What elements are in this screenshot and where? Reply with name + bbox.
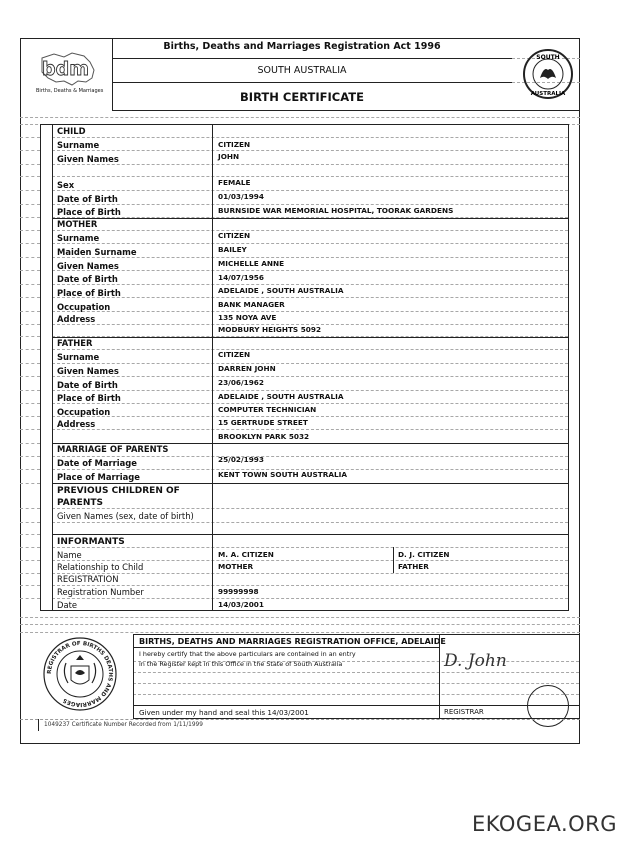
dashed-rule bbox=[20, 311, 40, 312]
watermark: EKOGEA.ORG bbox=[472, 812, 617, 836]
mother-surname: CITIZEN bbox=[218, 231, 251, 240]
value-right-border bbox=[568, 124, 569, 611]
state-seal bbox=[522, 48, 574, 100]
previous-children-given-label: Given Names (sex, date of birth) bbox=[57, 511, 194, 521]
given-under-hand: Given under my hand and seal this 14/03/2001 bbox=[139, 708, 309, 717]
child-dob-label: Date of Birth bbox=[57, 194, 118, 204]
section-separator bbox=[52, 483, 568, 484]
dashed-rule bbox=[20, 534, 40, 535]
registrar-signature: D. John bbox=[444, 651, 507, 671]
certify-line-2: in the Register kept in this Office in the State of South Australia bbox=[139, 660, 343, 668]
dashed-rule bbox=[20, 230, 40, 231]
child-surname-label: Surname bbox=[57, 140, 100, 150]
dashed-rule bbox=[20, 469, 40, 470]
father-section-title: FATHER bbox=[57, 338, 93, 348]
registrar-seal-icon bbox=[42, 636, 118, 712]
marriage-date: 25/02/1993 bbox=[218, 455, 264, 464]
mother-date-of-birth: 14/07/1956 bbox=[218, 273, 264, 282]
registration-date-label: Date bbox=[57, 600, 78, 610]
dashed-rule bbox=[20, 390, 40, 391]
dashed-rule bbox=[20, 270, 40, 271]
informants-title: INFORMANTS bbox=[57, 537, 125, 547]
registrar-office-seal bbox=[42, 636, 118, 712]
svg-text:REGISTRAR OF BIRTHS DEATHS AND: REGISTRAR OF BIRTHS DEATHS AND MARRIAGES bbox=[46, 640, 114, 708]
informant-relationship-1: MOTHER bbox=[218, 562, 254, 571]
informant-relationship-2: FATHER bbox=[398, 562, 429, 571]
certify-line-1: I hereby certify that the above particulars are contained in an entry bbox=[139, 650, 356, 658]
father-place-of-birth: ADELAIDE , SOUTH AUSTRALIA bbox=[218, 392, 344, 401]
dashed-rule bbox=[20, 217, 40, 218]
dashed-rule bbox=[20, 443, 40, 444]
child-place-of-birth: BURNSIDE WAR MEMORIAL HOSPITAL, TOORAK GARDENS bbox=[218, 206, 454, 215]
label-column-divider bbox=[52, 124, 53, 611]
header-divider bbox=[112, 82, 512, 83]
seal-stamp-circle bbox=[527, 685, 569, 727]
svg-text:bdm: bdm bbox=[42, 58, 89, 80]
dashed-rule bbox=[20, 336, 40, 337]
certificate-number-note: 1049237 Certificate Number Recorded from 1/11/1999 bbox=[44, 722, 203, 728]
dashed-rule bbox=[20, 164, 40, 165]
section-separator bbox=[52, 218, 568, 219]
registration-office-title: BIRTHS, DEATHS AND MARRIAGES REGISTRATION OFFICE, ADELAIDE bbox=[139, 637, 446, 646]
father-dob-label: Date of Birth bbox=[57, 380, 118, 390]
dashed-rule bbox=[20, 522, 40, 523]
father-occupation-label: Occupation bbox=[57, 407, 111, 417]
informant-column-divider bbox=[393, 547, 394, 573]
dashed-rule bbox=[20, 429, 40, 430]
mother-given-names: MICHELLE ANNE bbox=[218, 259, 285, 268]
mother-address-line2: MODBURY HEIGHTS 5092 bbox=[218, 325, 322, 334]
father-address-label: Address bbox=[57, 419, 96, 429]
mother-section-title: MOTHER bbox=[57, 219, 98, 229]
certificate-title: BIRTH CERTIFICATE bbox=[240, 90, 364, 104]
father-pob-label: Place of Birth bbox=[57, 393, 121, 403]
logo-caption: Births, Deaths & Marriages bbox=[36, 88, 104, 94]
informant-name-label: Name bbox=[57, 550, 82, 560]
mother-place-of-birth: ADELAIDE , SOUTH AUSTRALIA bbox=[218, 286, 344, 295]
informant-relationship-label: Relationship to Child bbox=[57, 562, 144, 572]
previous-children-title: PREVIOUS CHILDREN OF bbox=[57, 486, 180, 496]
dashed-rule bbox=[20, 349, 40, 350]
mother-maiden-label: Maiden Surname bbox=[57, 247, 137, 257]
dashed-rule bbox=[20, 324, 40, 325]
registration-title: REGISTRATION bbox=[57, 574, 119, 584]
dashed-rule bbox=[20, 297, 40, 298]
father-surname: CITIZEN bbox=[218, 350, 251, 359]
dashed-rule bbox=[20, 456, 40, 457]
dashed-rule bbox=[20, 624, 580, 625]
mother-pob-label: Place of Birth bbox=[57, 288, 121, 298]
state-title: SOUTH AUSTRALIA bbox=[257, 65, 347, 76]
marriage-place: KENT TOWN SOUTH AUSTRALIA bbox=[218, 470, 348, 479]
dashed-rule bbox=[20, 257, 40, 258]
marriage-place-label: Place of Marriage bbox=[57, 472, 140, 482]
registration-number-label: Registration Number bbox=[57, 587, 144, 597]
marriage-date-label: Date of Marriage bbox=[57, 458, 137, 468]
father-address-line1: 15 GERTRUDE STREET bbox=[218, 418, 308, 427]
svg-text:SOUTH: SOUTH bbox=[536, 54, 560, 61]
child-sex-label: Sex bbox=[57, 180, 75, 190]
dashed-rule bbox=[20, 117, 580, 118]
dashed-rule bbox=[20, 508, 40, 509]
header-divider bbox=[112, 58, 512, 59]
given-under-divider bbox=[133, 705, 579, 706]
marriage-section-title: MARRIAGE OF PARENTS bbox=[57, 444, 169, 454]
child-section-title: CHILD bbox=[57, 126, 86, 136]
informant-name-2: D. J. CITIZEN bbox=[398, 550, 450, 559]
father-occupation: COMPUTER TECHNICIAN bbox=[218, 405, 317, 414]
dashed-rule bbox=[20, 632, 580, 633]
child-given-names: JOHN bbox=[218, 152, 240, 161]
dashed-rule bbox=[20, 560, 40, 561]
mother-dob-label: Date of Birth bbox=[57, 274, 118, 284]
mother-maiden-surname: BAILEY bbox=[218, 245, 247, 254]
piping-shrike-seal-icon bbox=[522, 48, 574, 100]
dashed-rule bbox=[20, 403, 40, 404]
dashed-rule bbox=[20, 547, 40, 548]
registration-number: 99999998 bbox=[218, 587, 259, 596]
mother-address-label: Address bbox=[57, 314, 96, 324]
mother-given-label: Given Names bbox=[57, 261, 119, 271]
section-separator bbox=[52, 534, 568, 535]
footer-number-divider bbox=[20, 719, 580, 720]
dashed-rule bbox=[20, 617, 580, 618]
footer-number-box bbox=[38, 719, 39, 731]
registration-date: 14/03/2001 bbox=[218, 600, 264, 609]
dashed-rule bbox=[20, 190, 40, 191]
svg-text:AUSTRALIA: AUSTRALIA bbox=[530, 91, 566, 97]
child-given-label: Given Names bbox=[57, 154, 119, 164]
act-title: Births, Deaths and Marriages Registration Act 1996 bbox=[163, 41, 441, 52]
dashed-rule bbox=[20, 416, 40, 417]
mother-address-line1: 135 NOYA AVE bbox=[218, 313, 277, 322]
father-surname-label: Surname bbox=[57, 352, 100, 362]
father-given-names: DARREN JOHN bbox=[218, 364, 276, 373]
dashed-rule bbox=[20, 284, 40, 285]
section-separator bbox=[52, 337, 568, 338]
dashed-rule bbox=[20, 204, 40, 205]
dashed-rule bbox=[20, 243, 40, 244]
registrar-label: REGISTRAR bbox=[444, 708, 484, 716]
previous-children-title-line2: PARENTS bbox=[57, 498, 103, 508]
father-given-label: Given Names bbox=[57, 366, 119, 376]
mother-surname-label: Surname bbox=[57, 233, 100, 243]
father-address-line2: BROOKLYN PARK 5032 bbox=[218, 432, 310, 441]
dashed-rule bbox=[20, 137, 40, 138]
child-date-of-birth: 01/03/1994 bbox=[218, 192, 264, 201]
dashed-rule bbox=[20, 573, 40, 574]
child-pob-label: Place of Birth bbox=[57, 207, 121, 217]
dashed-rule bbox=[20, 150, 40, 151]
mother-occupation-label: Occupation bbox=[57, 302, 111, 312]
informant-name-1: M. A. CITIZEN bbox=[218, 550, 274, 559]
dashed-rule bbox=[20, 483, 40, 484]
dashed-rule bbox=[20, 376, 40, 377]
child-sex: FEMALE bbox=[218, 178, 251, 187]
mother-occupation: BANK MANAGER bbox=[218, 300, 285, 309]
dashed-rule bbox=[20, 598, 40, 599]
father-date-of-birth: 23/06/1962 bbox=[218, 378, 264, 387]
value-column-divider bbox=[212, 124, 213, 611]
dashed-rule bbox=[20, 176, 40, 177]
certify-divider bbox=[133, 647, 439, 648]
child-surname: CITIZEN bbox=[218, 140, 251, 149]
dashed-rule bbox=[20, 363, 40, 364]
dashed-rule bbox=[20, 585, 40, 586]
